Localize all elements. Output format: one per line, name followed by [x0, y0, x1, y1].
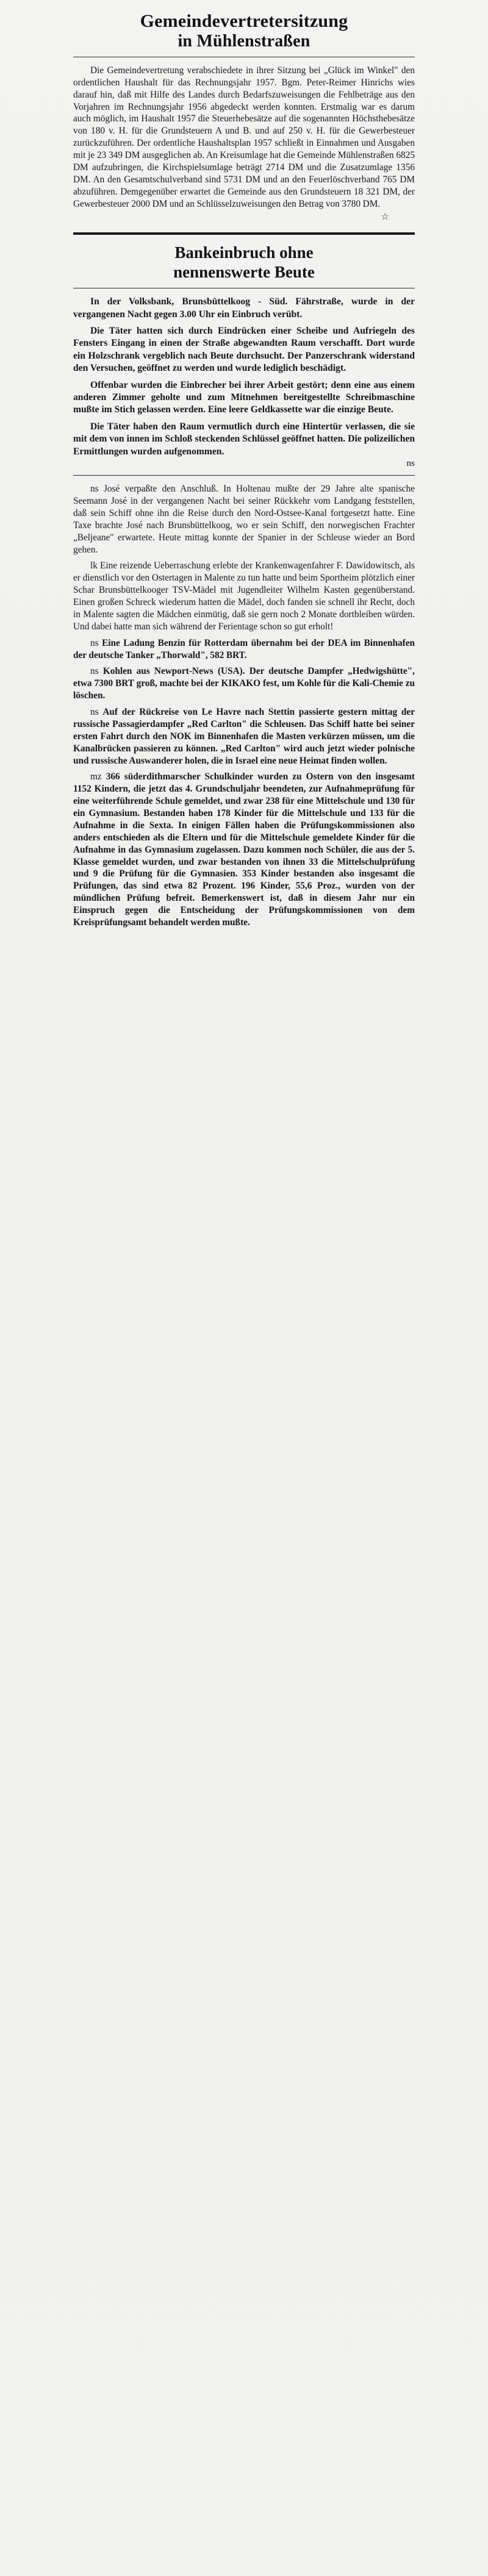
page-title [73, 11, 415, 51]
brief-text: José verpaßte den Anschluß. In Holtenau mußte der 29 Jahre alte spanische Seemann José in der vergangenen Nacht bei seiner Rückkehr vom Landgang feststellen, daß sein Schiff ohne ihn die Reise durch den Nord-Ostsee-Kanal fortgesetzt hatte. Eine Taxe brachte José nach Brunsbüttelkoog, wo er sein Schiff, den norwegischen Frachter „Beljeane" erwartete. Heute mittag konnte der Spanier in der Schleuse wieder an Bord gehen. [73, 484, 415, 555]
section-divider-thin [73, 475, 415, 476]
article-paragraph: Die Gemeindevertretung verabschiedete in ihrer Sitzung bei „Glück im Winkel" den ordentlichen Haushalt für das Rechnungsjahr 1957. Bgm. Peter-Reimer Hinrichs wies darauf hin, daß mit Hilfe des Landes durch Bedarfszuweisungen die Fehlbeträge aus den Vorjahren im Rechnungsjahr 1956 abgedeckt werden konnten. Erstmalig war es darum auch möglich, im Haushalt 1957 die Steuerhebesätze auf die sogenannten Höchsthebesätze von 180 v. H. für die Grundsteuern A und B. und auf 250 v. H. für die Gewerbesteuer zurückzuführen. Der ordentliche Haushaltsplan 1957 schließt in Einnahmen und Ausgaben mit je 23 349 DM ausgeglichen ab. An Kreisumlage hat die Gemeinde Mühlenstraßen 6825 DM aufzubringen, die Kirchspielsumlage beträgt 2714 DM und die Zusatzumlage 1356 DM. An den Gesamtschulverband sind 5731 DM und an den Feuerlöschverband 765 DM abzuführen. Demgegenüber erwartet die Gemeinde aus den Grundsteuern 18 321 DM, der Gewerbesteuer 2000 DM und an Schlüsselzuweisungen den Betrag von 3780 DM. [73, 65, 415, 209]
brief-text: Eine reizende Ueberraschung erlebte der Krankenwagenfahrer F. Dawidowitsch, als er dienstlich vor den Ostertagen in Malente zu tun hatte und beim Sportheim plötzlich einer Schar Brunsbüttelkooger TSV-Mädel mit Jugendleiter Wilhelm Kasten gegenüberstand. Einen großen Schreck wiederum hatten die Mädel, doch fanden sie schnell ihr Recht, doch in Malente sagten die Mädchen einmütig, daß sie gern noch 2 Monate dortbleiben würden. Und dabei hatte man sich während der Ferientage schon so gut erholt! [73, 560, 415, 632]
end-mark: ☆ [381, 212, 390, 223]
brief-item [73, 637, 415, 662]
article-paragraph: Die Täter hatten sich durch Eindrücken einer Scheibe und Aufriegeln des Fensters Eingang in einen der Straße abgewandten Raum verschafft. Dort wurde ein Holzschrank vergeblich nach Beute durchsucht. Der Panzerschrank widerstand den Versuchen, geöffnet zu werden und wurde lediglich beschädigt. [73, 325, 415, 374]
brief-kicker: lk [90, 560, 98, 571]
article-paragraph: In der Volksbank, Brunsbüttelkoog - Süd. Fährstraße, wurde in der vergangenen Nacht gegen 3.00 Uhr ein Einbruch verübt. [73, 296, 415, 320]
headline-line-1: Gemeindevertretersitzung [140, 11, 348, 31]
brief-kicker: ns [90, 484, 99, 495]
news-briefs [73, 483, 415, 929]
article-signature: ns [406, 459, 415, 469]
brief-kicker: ns [90, 666, 99, 677]
brief-item [73, 665, 415, 702]
article-paragraph: Die Täter haben den Raum vermutlich durch eine Hintertür verlassen, die sie mit dem von innen im Schloß steckenden Schlüssel geöffnet hatten. Die polizeilichen Ermittlungen wurden aufgenommen. [73, 421, 415, 457]
headline-line-2: in Mühlenstraßen [178, 31, 310, 51]
brief-text: 366 süderdithmarscher Schulkinder wurden zu Ostern von den insgesamt 1152 Kindern, die jetzt das 4. Grundschuljahr beendeten, zur Aufnahmeprüfung für eine weiterführende Schule gemeldet, und zwar 238 für eine Mittelschule und 130 für ein Gymnasium. Bestanden haben 178 Kinder für die Mittelschule und 133 für die Aufnahme in die Sexta. In einigen Fällen haben die Prüfungskommissionen also anders entschieden als die Eltern und für die Mittelschule gemeldete Kinder für die Aufnahme in das Gymnasium zugelassen. Dazu kommen noch Schüler, die aus der 5. Klasse gemeldet wurden, und zwar bestanden von ihnen 33 die Mittelschulprüfung und 9 die Prüfung für die Gymnasien. 353 Kinder bestanden also insgesamt die Prüfungen, das sind etwa 82 Prozent. 196 Kinder, 55,6 Proz., wurden von der mündlichen Prüfung befreit. Bemerkenswert ist, daß in diesem Jahr nur ein Einspruch gegen die Entscheidung der Prüfungskommissionen von dem Kreisprüfungsamt behandelt werden mußte. [73, 771, 415, 928]
brief-text: Eine Ladung Benzin für Rotterdam übernahm bei der DEA im Binnenhafen der deutsche Tanker „Thorwald", 582 BRT. [73, 637, 415, 660]
brief-item [73, 560, 415, 632]
brief-kicker: mz [90, 771, 102, 782]
article-gemeindevertretersitzung [73, 11, 415, 223]
brief-item [73, 706, 415, 767]
brief-kicker: ns [90, 707, 99, 718]
article-bankeinbruch [73, 243, 415, 469]
article-title-bankeinbruch [73, 243, 415, 282]
brief-text: Auf der Rückreise von Le Havre nach Stettin passierte gestern mittag der russische Passagierdampfer „Red Carlton" die Schleusen. Das Schiff hatte bei seiner ersten Fahrt durch den NOK im Binnenhafen die Masten verkürzen müssen, um die Kanalbrücken passieren zu können. „Red Carlton" wird auch jetzt wieder polnische und russische Auswanderer holen, die in Israel eine neue Heimat finden wollen. [73, 707, 415, 766]
headline-line-1: Bankeinbruch ohne [174, 243, 314, 262]
headline-line-2: nennenswerte Beute [173, 262, 315, 281]
brief-item [73, 483, 415, 556]
section-divider-thick [73, 232, 415, 235]
article-column [73, 0, 415, 929]
brief-kicker: ns [90, 637, 99, 648]
article-paragraph: Offenbar wurden die Einbrecher bei ihrer Arbeit gestört; denn eine aus einem anderen Zimmer geholte und zum Mitnehmen bereitgestellte Schreibmaschine mußte im Stich gelassen werden. Eine leere Geldkassette war die einzige Beute. [73, 379, 415, 415]
brief-item [73, 771, 415, 928]
brief-text: Kohlen aus Newport-News (USA). Der deutsche Dampfer „Hedwigshütte", etwa 7300 BRT groß, machte bei der KIKAKO fest, um Kohle für die Kali-Chemie zu löschen. [73, 666, 415, 701]
